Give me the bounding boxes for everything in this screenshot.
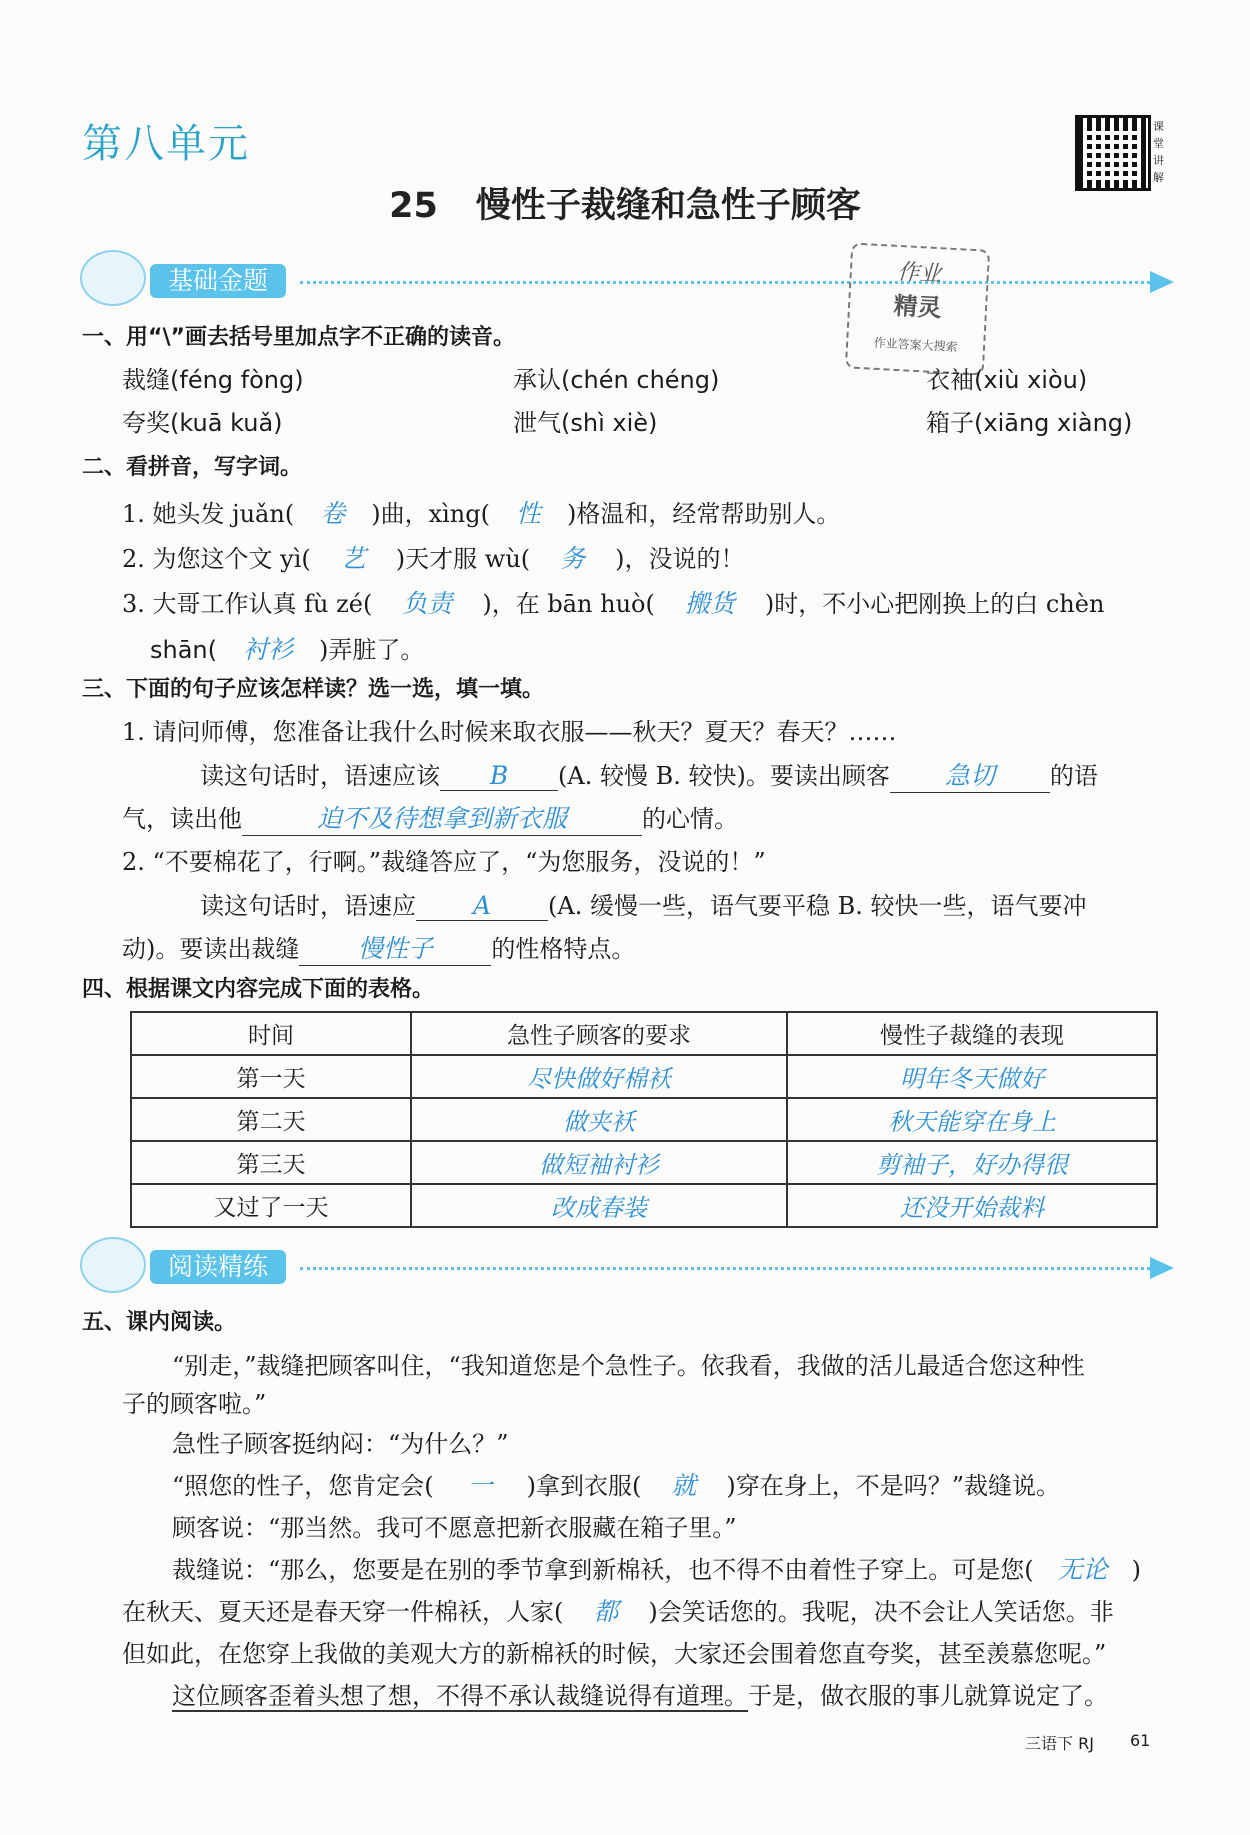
s3-q1: 1. 请问师傅，您准备让我什么时候来取衣服——秋天？夏天？春天？……	[122, 718, 897, 746]
s1-item-4	[122, 403, 283, 438]
q-text: 3. 大哥工作认真 fù zé(	[122, 590, 373, 618]
handwritten-answer: 艺	[340, 544, 366, 573]
banner-divider	[300, 281, 1150, 284]
passage-line	[172, 1550, 1141, 1586]
table-row	[131, 1184, 1157, 1227]
passage-line: 急性子顾客挺纳闷：“为什么？”	[172, 1430, 509, 1458]
q-text: 在秋天、夏天还是春天穿一件棉袄，人家(	[122, 1598, 564, 1626]
stamp-line1: 作业	[896, 259, 942, 288]
handwritten-answer: 慢性子	[299, 929, 491, 966]
s1-word: 衣袖	[926, 366, 974, 394]
unit-title: 第八单元	[82, 121, 250, 167]
s1-word: 泄气	[513, 409, 561, 437]
table-cell: 剪袖子，好办得很	[787, 1141, 1157, 1184]
passage-line	[172, 1466, 1060, 1502]
table-row	[131, 1141, 1157, 1184]
q-text: )	[1131, 1556, 1142, 1584]
s3-q2-line1	[200, 886, 1086, 921]
s1-options: (shì xiè)	[561, 409, 658, 437]
q-text: )拿到衣服(	[526, 1472, 642, 1500]
section3-heading: 三、下面的句子应该怎样读？选一选，填一填。	[82, 677, 545, 702]
page-number: 61	[1130, 1731, 1151, 1750]
comparison-table	[130, 1011, 1158, 1228]
qr-side-label: 课堂讲解	[1153, 120, 1164, 184]
handwritten-answer: 都	[593, 1597, 619, 1626]
reading-banner: 阅读精练	[150, 1250, 286, 1284]
table-cell: 改成春装	[411, 1184, 787, 1227]
q-text: 裁缝说：“那么，您要是在别的季节拿到新棉袄，也不得不由着性子穿上。可是您(	[172, 1556, 1034, 1584]
q-text: )时，不小心把刚换上的白 chèn	[764, 590, 1105, 618]
table-cell: 第二天	[131, 1098, 411, 1141]
section4-heading: 四、根据课文内容完成下面的表格。	[82, 977, 435, 1002]
passage-line	[122, 1592, 1114, 1628]
s3-q2-line2	[122, 929, 635, 966]
qr-code-icon[interactable]	[1075, 115, 1151, 191]
table-cell: 秋天能穿在身上	[787, 1098, 1157, 1141]
arrow-right-icon	[1150, 271, 1174, 293]
s1-options: (xiāng xiàng)	[974, 409, 1133, 437]
q-text: )弄脏了。	[319, 636, 425, 664]
q-text: 读这句话时，语速应	[200, 892, 416, 920]
q-text: 的性格特点。	[491, 935, 636, 963]
table-row	[131, 1098, 1157, 1141]
table-cell: 第一天	[131, 1055, 411, 1098]
q-text: (A. 较慢 B. 较快)。要读出顾客	[558, 762, 890, 790]
handwritten-answer: 负责	[402, 589, 453, 618]
s1-item-3	[926, 360, 1087, 395]
section2-heading: 二、看拼音，写字词。	[82, 455, 303, 480]
handwritten-answer: 无论	[1057, 1555, 1108, 1584]
table-row	[131, 1055, 1157, 1098]
s3-q1-line2	[122, 799, 738, 836]
q-text: 读这句话时，语速应该	[200, 762, 440, 790]
s2-q2	[122, 539, 745, 575]
q-text: 动)。要读出裁缝	[122, 935, 300, 963]
stamp-line2: 精灵	[892, 290, 943, 323]
s1-item-2	[513, 360, 719, 395]
section1-heading: 一、用“\”画去括号里加点字不正确的读音。	[82, 325, 515, 350]
table-header: 时间	[131, 1012, 411, 1055]
stamp-line3: 作业答案大搜索	[873, 335, 958, 355]
table-cell: 第三天	[131, 1141, 411, 1184]
handwritten-answer: 搬货	[684, 589, 735, 618]
q-text: )，没说的！	[615, 545, 745, 573]
table-cell: 还没开始裁料	[787, 1184, 1157, 1227]
handwritten-answer: 急切	[890, 756, 1050, 793]
s1-item-5	[513, 403, 657, 438]
table-cell: 明年冬天做好	[787, 1055, 1157, 1098]
q-text: 于是，做衣服的事儿就算说定了。	[748, 1682, 1108, 1710]
s1-word: 箱子	[926, 409, 974, 437]
table-cell: 做短袖衬衫	[411, 1141, 787, 1184]
s1-item-6	[926, 403, 1132, 438]
q-text: )会笑话您的。我呢，决不会让人笑话您。非	[648, 1598, 1114, 1626]
table-header: 急性子顾客的要求	[411, 1012, 787, 1055]
s1-item-1	[122, 360, 304, 395]
passage-line: 但如此，在您穿上我做的美观大方的新棉袄的时候，大家还会围着您直夸奖，甚至羡慕您呢。”	[122, 1640, 1107, 1668]
s2-q1	[122, 494, 840, 530]
passage-line: 顾客说：“那当然。我可不愿意把新衣服藏在箱子里。”	[172, 1514, 737, 1542]
table-header-row	[131, 1012, 1157, 1055]
s3-q1-line1	[200, 756, 1098, 793]
s1-options: (chén chéng)	[561, 366, 720, 394]
s1-options: (kuā kuǎ)	[170, 409, 283, 437]
q-text: “照您的性子，您肯定会(	[172, 1472, 434, 1500]
q-text: )，在 bān huò(	[482, 590, 655, 618]
handwritten-answer: 就	[671, 1471, 697, 1500]
table-header: 慢性子裁缝的表现	[787, 1012, 1157, 1055]
basic-banner: 基础金题	[150, 264, 286, 298]
s1-word: 承认	[513, 366, 561, 394]
q-text: )曲，xìng(	[371, 500, 490, 528]
q-text: shān(	[150, 636, 217, 664]
underlined-sentence: 这位顾客歪着头想了想，不得不承认裁缝说得有道理。	[172, 1682, 748, 1710]
handwritten-answer: 迫不及待想拿到新衣服	[242, 799, 642, 836]
handwritten-answer: 卷	[320, 499, 346, 528]
arrow-right-icon	[1150, 1257, 1174, 1279]
q-text: 的心情。	[642, 805, 738, 833]
panda-mascot-icon	[80, 250, 146, 306]
s1-options: (xiù xiòu)	[974, 366, 1088, 394]
section5-heading: 五、课内阅读。	[82, 1310, 237, 1335]
q-text: )格温和，经常帮助别人。	[566, 500, 841, 528]
s1-word: 裁缝	[122, 366, 170, 394]
handwritten-answer: B	[440, 761, 558, 791]
footer-book: 三语下 RJ	[1025, 1734, 1094, 1753]
lesson-name: 慢性子裁缝和急性子顾客	[475, 186, 861, 226]
table-cell: 做夹袄	[411, 1098, 787, 1141]
q-text: 的语	[1049, 762, 1098, 790]
q-text: 气，读出他	[122, 805, 242, 833]
watermark-stamp	[845, 242, 990, 375]
q-text: 1. 她头发 juǎn(	[122, 500, 295, 528]
s2-q3	[122, 584, 1104, 620]
handwritten-answer: 性	[515, 499, 541, 528]
passage-line: “别走，”裁缝把顾客叫住，“我知道您是个急性子。依我看，我做的活儿最适合您这种性	[172, 1352, 1085, 1380]
handwritten-answer: 一	[467, 1471, 493, 1500]
s1-options: (féng fòng)	[170, 366, 304, 394]
q-text: )穿在身上，不是吗？”裁缝说。	[726, 1472, 1061, 1500]
q-text: (A. 缓慢一些，语气要平稳 B. 较快一些，语气要冲	[548, 892, 1087, 920]
passage-line: 子的顾客啦。”	[122, 1390, 267, 1418]
s2-q3-cont	[150, 630, 424, 666]
q-text: 2. 为您这个文 yì(	[122, 545, 311, 573]
handwritten-answer: 衬衫	[243, 635, 294, 664]
handwritten-answer: A	[416, 891, 548, 921]
q-text: )天才服 wù(	[395, 545, 531, 573]
panda-mascot-icon	[80, 1237, 146, 1293]
lesson-number: 25	[389, 186, 438, 226]
table-cell: 尽快做好棉袄	[411, 1055, 787, 1098]
passage-line	[172, 1676, 1108, 1711]
lesson-title	[0, 178, 1250, 228]
s1-word: 夸奖	[122, 409, 170, 437]
s3-q2: 2. “不要棉花了，行啊。”裁缝答应了，“为您服务，没说的！”	[122, 848, 766, 876]
banner-divider	[300, 1267, 1150, 1270]
table-cell: 又过了一天	[131, 1184, 411, 1227]
handwritten-answer: 务	[560, 544, 586, 573]
